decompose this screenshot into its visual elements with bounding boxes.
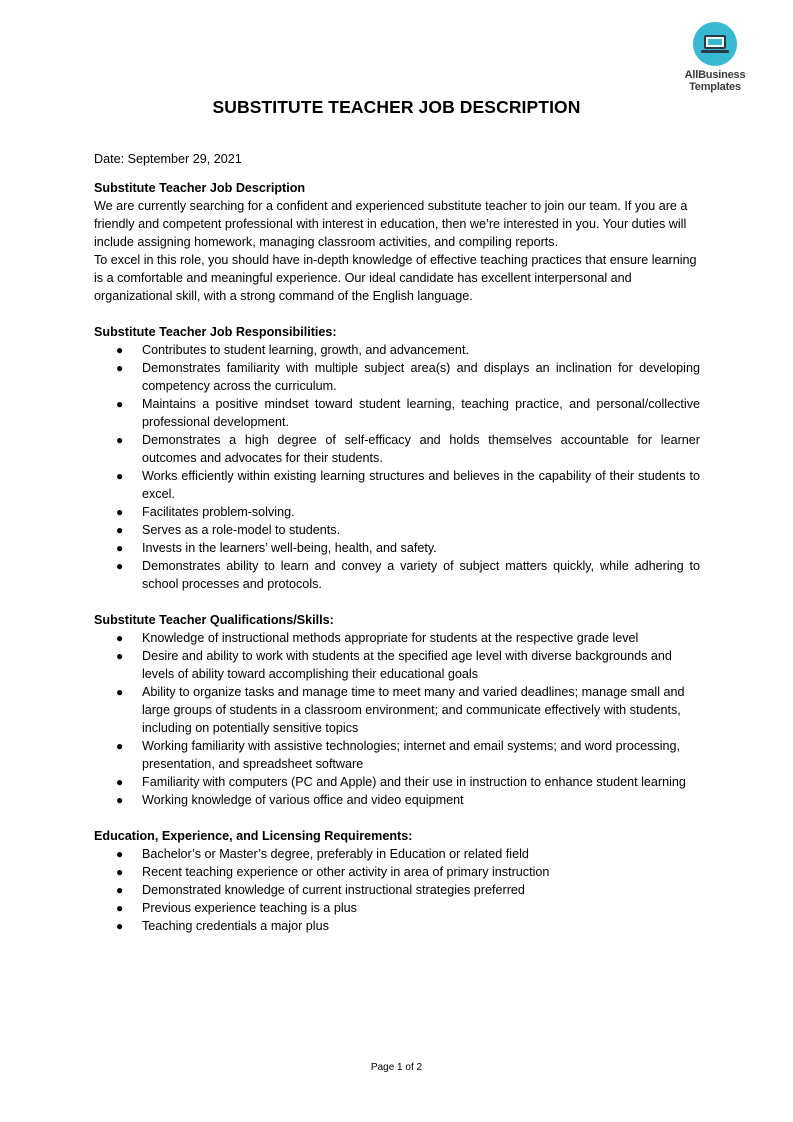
bullet-icon: ●: [116, 685, 124, 699]
bullet-icon: ●: [116, 631, 124, 645]
bullet-icon: ●: [116, 883, 124, 897]
bullet-icon: ●: [116, 361, 124, 375]
bullet-icon: ●: [116, 865, 124, 879]
list-item: ● Working knowledge of various office and video equipment: [116, 793, 464, 807]
allbusiness-templates-logo: [682, 22, 748, 93]
responsibilities-heading: Substitute Teacher Job Responsibilities:: [94, 325, 337, 339]
bullet-icon: ●: [116, 847, 124, 861]
list-item: ● Knowledge of instructional methods appropriate for students at the respective grade level: [116, 631, 639, 645]
bullet-icon: ●: [116, 793, 124, 807]
list-item: ● Previous experience teaching is a plus: [116, 901, 357, 915]
laptop-icon: [693, 22, 737, 66]
intro-heading: Substitute Teacher Job Description: [94, 181, 306, 195]
list-item: ● Facilitates problem-solving.: [116, 505, 295, 519]
education-heading: Education, Experience, and Licensing Requirements:: [94, 829, 413, 843]
list-item: ● Maintains a positive mindset toward student learning, teaching practice, and personal/collective professional development.: [116, 397, 700, 429]
list-item: ● Ability to organize tasks and manage time to meet many and varied deadlines; manage small and large groups of students in a classroom environment; and communicate effectively with students, including on potentially sensitive topics: [116, 685, 685, 735]
intro-paragraph-2: To excel in this role, you should have in-depth knowledge of effective teaching practices that ensure learning is a comfortable and meaningful experience. Our ideal candidate has excellent interpersonal and organizational skill, with a strong command of the English language.: [94, 253, 697, 303]
qualifications-heading: Substitute Teacher Qualifications/Skills:: [94, 613, 334, 627]
bullet-icon: ●: [116, 901, 124, 915]
bullet-icon: ●: [116, 559, 124, 573]
logo-line-2: Templates: [689, 81, 741, 93]
bullet-icon: ●: [116, 505, 124, 519]
list-item: ● Recent teaching experience or other activity in area of primary instruction: [116, 865, 550, 879]
list-item: ● Teaching credentials a major plus: [116, 919, 329, 933]
bullet-icon: ●: [116, 739, 124, 753]
bullet-icon: ●: [116, 523, 124, 537]
bullet-icon: ●: [116, 919, 124, 933]
bullet-icon: ●: [116, 343, 124, 357]
list-item: ● Contributes to student learning, growth, and advancement.: [116, 343, 469, 357]
list-item: ● Desire and ability to work with students at the specified age level with diverse backgrounds and levels of ability toward accomplishing their educational goals: [116, 649, 672, 681]
list-item: ● Demonstrates a high degree of self-efficacy and holds themselves accountable for learner outcomes and advocates for their students.: [116, 433, 700, 465]
list-item: ● Invests in the learners’ well-being, health, and safety.: [116, 541, 437, 555]
education-list: [94, 845, 700, 935]
bullet-icon: ●: [116, 649, 124, 663]
qualifications-list: [94, 629, 700, 809]
list-item: ● Demonstrates ability to learn and convey a variety of subject matters quickly, while adhering to school processes and protocols.: [116, 559, 700, 591]
logo-line-1: AllBusiness: [684, 69, 746, 81]
logo-text: [682, 69, 748, 93]
list-item: ● Demonstrates familiarity with multiple subject area(s) and displays an inclination for developing competency across the curriculum.: [116, 361, 700, 393]
list-item: ● Working familiarity with assistive technologies; internet and email systems; and word processing, presentation, and spreadsheet software: [116, 739, 681, 771]
list-item: ● Familiarity with computers (PC and Apple) and their use in instruction to enhance student learning: [116, 775, 686, 789]
responsibilities-list: [94, 341, 700, 593]
list-item: ● Serves as a role-model to students.: [116, 523, 341, 537]
list-item: ● Works efficiently within existing learning structures and believes in the capability of their students to excel.: [116, 469, 700, 501]
list-item: ● Bachelor’s or Master’s degree, preferably in Education or related field: [116, 847, 529, 861]
document-date: Date: September 29, 2021: [94, 152, 242, 166]
bullet-icon: ●: [116, 469, 124, 483]
bullet-icon: ●: [116, 433, 124, 447]
bullet-icon: ●: [116, 541, 124, 555]
bullet-icon: ●: [116, 397, 124, 411]
intro-paragraph-1: We are currently searching for a confident and experienced substitute teacher to join our team. If you are a friendly and competent professional with interest in education, then we’re interested in you. Your duties will include assigning homework, managing classroom activities, and compiling reports.: [94, 199, 688, 249]
list-item: ● Demonstrated knowledge of current instructional strategies preferred: [116, 883, 525, 897]
document-body: [94, 150, 700, 935]
bullet-icon: ●: [116, 775, 124, 789]
document-title: SUBSTITUTE TEACHER JOB DESCRIPTION: [212, 97, 581, 117]
page-number: Page 1 of 2: [370, 1062, 423, 1073]
